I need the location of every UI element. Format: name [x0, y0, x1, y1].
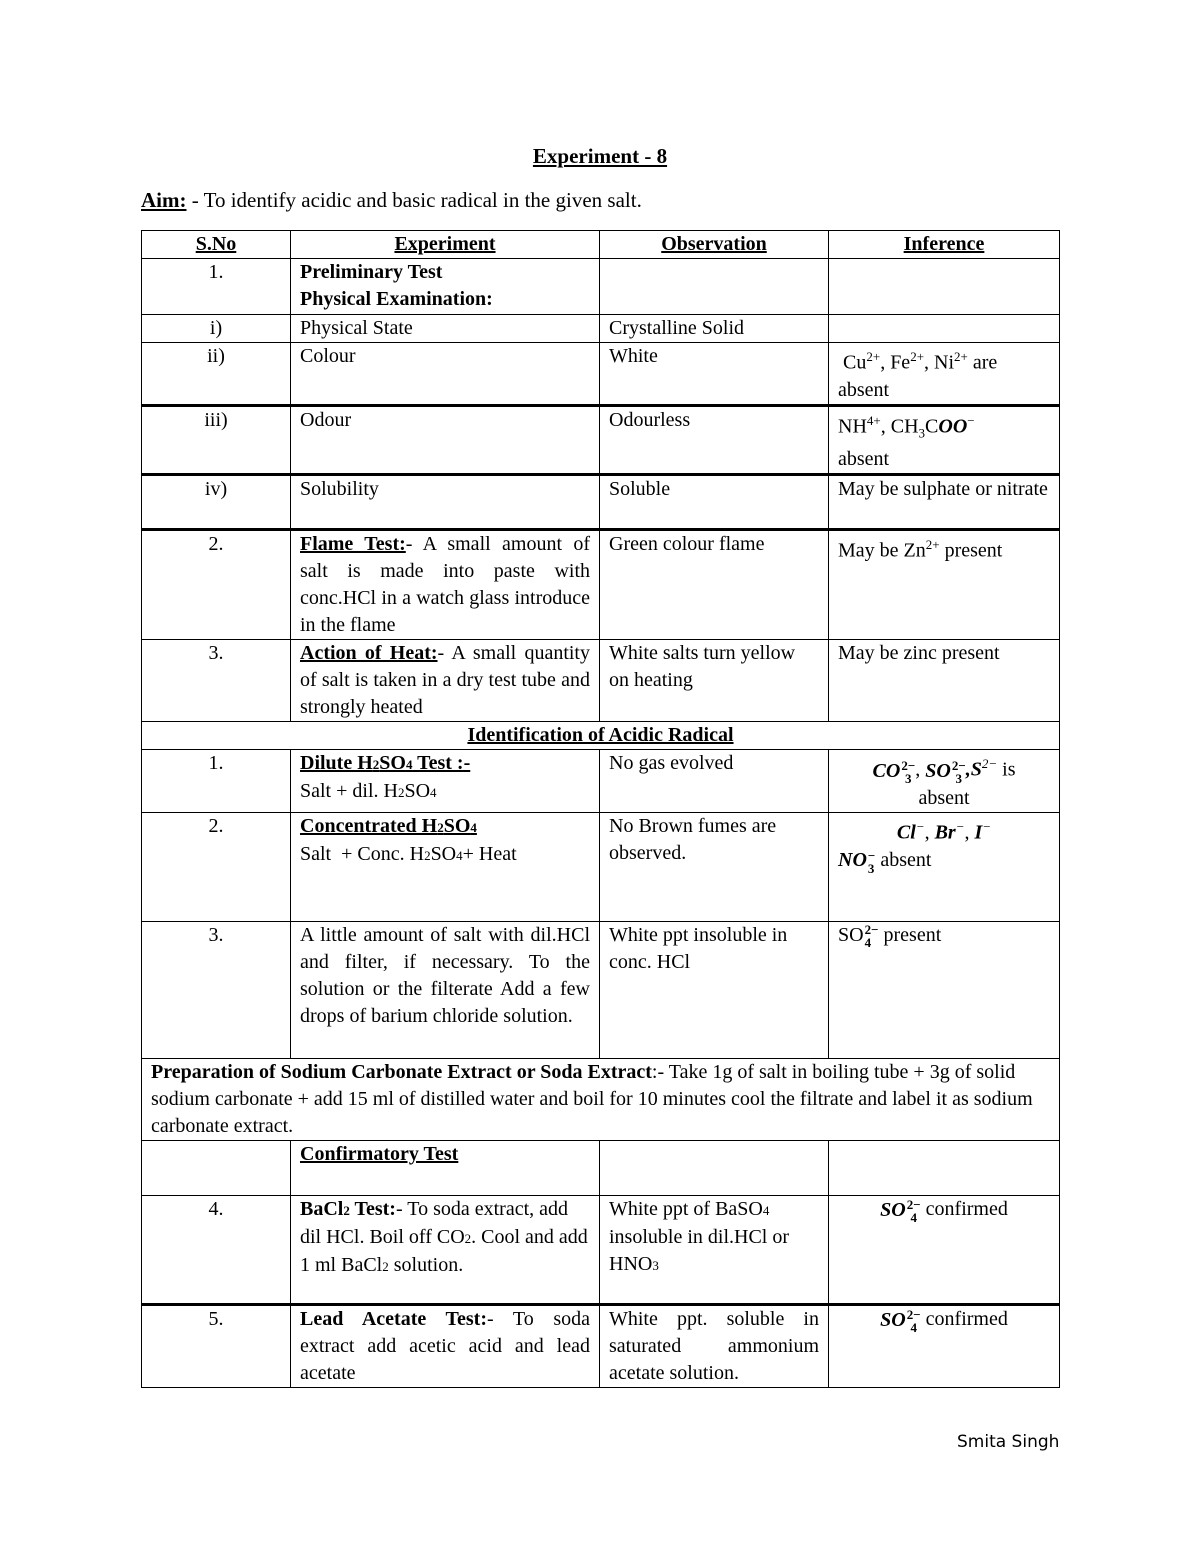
- table-row: [142, 315, 1060, 343]
- heat-test-text: - A small quantity of salt is taken in a dry test tube and strongly heated: [300, 642, 590, 719]
- observation-cell: White: [600, 343, 829, 406]
- table-row: [142, 1305, 1060, 1388]
- experiment-table: [141, 230, 1060, 1388]
- soda-extract-cell: [142, 1059, 1060, 1141]
- observation-cell: [600, 259, 829, 315]
- observation-cell: White ppt. soluble in saturated ammonium acetate solution.: [600, 1305, 829, 1388]
- confirmatory-heading: Confirmatory Test: [291, 1141, 600, 1196]
- sno-cell: 5.: [142, 1305, 291, 1388]
- conc-test-label: Concentrated H2SO4: [300, 815, 477, 838]
- sno-cell: 4.: [142, 1196, 291, 1305]
- bacl2-test-text: - To soda extract, add dil HCl. Boil off CO2. Cool and add 1 ml BaCl2 solution.: [300, 1198, 588, 1277]
- sno-cell: 2.: [142, 530, 291, 640]
- inference-line: absent: [918, 787, 970, 810]
- heat-test-label: Action of Heat:: [300, 642, 438, 665]
- sno-cell: [142, 1141, 291, 1196]
- soda-extract-label: Preparation of Sodium Carbonate Extract or Soda Extract: [151, 1061, 652, 1084]
- experiment-cell: [291, 1196, 600, 1305]
- inference-line: absent: [838, 378, 890, 401]
- table-row: [142, 530, 1060, 640]
- experiment-cell: [291, 259, 600, 315]
- header-sno: S.No: [142, 231, 291, 259]
- prelim-heading: Preliminary Test: [300, 261, 443, 283]
- table-row: [142, 750, 1060, 813]
- sno-cell: 2.: [142, 813, 291, 922]
- header-observation: Observation: [600, 231, 829, 259]
- lead-test-label: Lead Acetate Test:: [300, 1308, 487, 1331]
- section-heading-row: [142, 722, 1060, 750]
- acidic-radical-heading: Identification of Acidic Radical: [142, 722, 1060, 750]
- observation-cell: No Brown fumes are observed.: [600, 813, 829, 922]
- soda-extract-row: [142, 1059, 1060, 1141]
- flame-test-label: Flame Test:: [300, 533, 406, 556]
- inference-text: absent: [875, 848, 932, 871]
- experiment-cell: [291, 1305, 600, 1388]
- flame-test-text: - A small amount of salt is made into paste with conc.HCl in a watch glass introduce in the flame: [300, 533, 590, 637]
- inference-cell: SO 2− 4 confirmed: [829, 1305, 1060, 1388]
- sno-cell: i): [142, 315, 291, 343]
- inference-cell: May be zinc present: [829, 640, 1060, 722]
- inference-text: confirmed: [920, 1198, 1008, 1221]
- header-inference: Inference: [829, 231, 1060, 259]
- experiment-cell: A little amount of salt with dil.HCl and filter, if necessary. To the solution or the filterate Add a few drops of barium chloride solution.: [291, 922, 600, 1059]
- dilute-test-label: Dilute H2SO4 Test :-: [300, 752, 471, 775]
- sno-cell: 1.: [142, 750, 291, 813]
- inference-cell: [829, 315, 1060, 343]
- table-row: [142, 922, 1060, 1059]
- table-row: [142, 343, 1060, 406]
- lead-test-text: - To soda extract add acetic acid and lead acetate: [300, 1308, 590, 1385]
- table-header-row: [142, 231, 1060, 259]
- inference-text: present: [878, 924, 942, 947]
- sno-cell: 1.: [142, 259, 291, 315]
- observation-cell: Green colour flame: [600, 530, 829, 640]
- inference-cell: SO 2− 4 present: [829, 922, 1060, 1059]
- table-row: [142, 640, 1060, 722]
- inference-text: confirmed: [920, 1308, 1008, 1331]
- table-row: [142, 813, 1060, 922]
- conc-test-text: Salt + Conc. H2SO4+ Heat: [300, 843, 517, 866]
- inference-cell: May be sulphate or nitrate: [829, 475, 1060, 530]
- observation-cell: White salts turn yellow on heating: [600, 640, 829, 722]
- inference-cell: $Cu^{2+}$, $Fe^{2+}$, $Ni^{2+}$ are absent: [829, 343, 1060, 406]
- observation-cell: Odourless: [600, 405, 829, 475]
- aim-label: Aim:: [141, 188, 187, 212]
- experiment-cell: Odour: [291, 405, 600, 475]
- experiment-cell: Physical State: [291, 315, 600, 343]
- table-row: [142, 475, 1060, 530]
- table-row: [142, 1141, 1060, 1196]
- author-footer: Smita Singh: [957, 1432, 1060, 1452]
- header-experiment: Experiment: [291, 231, 600, 259]
- inference-cell: CO 2− 3 , SO 2− 3 $,S^{2-}$ is absent: [829, 750, 1060, 813]
- experiment-cell: [291, 813, 600, 922]
- experiment-cell: [291, 530, 600, 640]
- observation-cell: [600, 1141, 829, 1196]
- inference-charge: 2+: [925, 537, 940, 553]
- page-title: Experiment - 8: [532, 144, 668, 168]
- inference-cell: Cl−, Br−, I− NO − 3 absent: [829, 813, 1060, 922]
- observation-cell: White ppt insoluble in conc. HCl: [600, 922, 829, 1059]
- inference-text: is: [997, 758, 1016, 781]
- dilute-test-text: Salt + dil. H2SO4: [300, 780, 437, 803]
- sno-cell: iii): [142, 405, 291, 475]
- aim-statement: [141, 188, 642, 213]
- experiment-cell: [291, 750, 600, 813]
- physical-exam-heading: Physical Examination:: [300, 288, 493, 310]
- inference-line: absent: [838, 448, 890, 471]
- observation-cell: Soluble: [600, 475, 829, 530]
- inference-cell: SO 2− 4 confirmed: [829, 1196, 1060, 1305]
- experiment-cell: [291, 640, 600, 722]
- inference-cell: [829, 259, 1060, 315]
- bacl2-test-label: BaCl2 Test:: [300, 1198, 396, 1221]
- inference-cell: $NH^{4+}$, $CH_3COO^-$ absent: [829, 405, 1060, 475]
- soda-extract-text: :- Take 1g of salt in boiling tube + 3g of solid sodium carbonate + add 15 ml of distilled water and boil for 10 minutes cool the filtrate and label it as sodium carbonate extract.: [151, 1061, 1033, 1138]
- experiment-cell: Solubility: [291, 475, 600, 530]
- aim-text: - To identify acidic and basic radical in the given salt.: [186, 188, 642, 212]
- observation-cell: White ppt of BaSO4 insoluble in dil.HCl or HNO3: [600, 1196, 829, 1305]
- sno-cell: ii): [142, 343, 291, 406]
- table-row: [142, 1196, 1060, 1305]
- table-row: [142, 405, 1060, 475]
- inference-text: present: [939, 539, 1003, 562]
- observation-cell: No gas evolved: [600, 750, 829, 813]
- inference-text: May be Zn: [838, 539, 926, 562]
- experiment-cell: Colour: [291, 343, 600, 406]
- inference-cell: [829, 1141, 1060, 1196]
- sno-cell: iv): [142, 475, 291, 530]
- sno-cell: 3.: [142, 922, 291, 1059]
- observation-cell: Crystalline Solid: [600, 315, 829, 343]
- table-row: [142, 259, 1060, 315]
- sno-cell: 3.: [142, 640, 291, 722]
- inference-cell: [829, 530, 1060, 640]
- inference-text: SO: [838, 924, 864, 947]
